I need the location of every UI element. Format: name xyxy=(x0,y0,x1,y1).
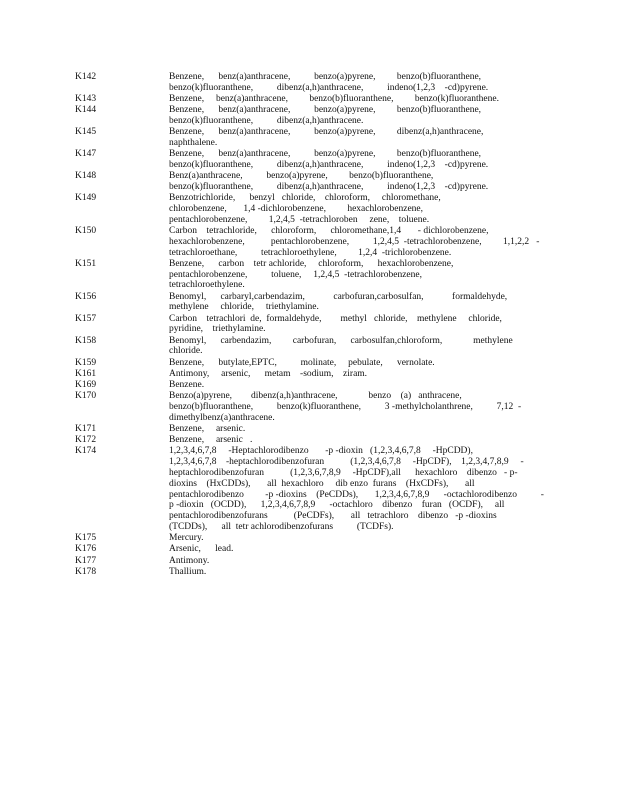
constituent-line: 1,2,3,4,6,7,8 -heptachlorodibenzofuran (1,2,3,4,6,7,8 -HpCDF), 1,2,3,4,7,8,9 - xyxy=(169,457,524,468)
hazardous-constituents xyxy=(169,533,541,544)
waste-code-entry xyxy=(0,391,618,423)
constituent-line: Benzene, benz(a)anthracene, benzo(a)pyrene, benzo(b)fluoranthene, xyxy=(169,149,482,160)
constituent-line: chloride. xyxy=(169,346,203,357)
constituent-line: naphthalene. xyxy=(169,137,218,148)
waste-code: K172 xyxy=(75,435,97,446)
hazardous-constituents xyxy=(169,358,541,369)
waste-code: K142 xyxy=(75,72,97,82)
hazardous-constituents xyxy=(169,369,541,380)
waste-code: K149 xyxy=(75,193,97,204)
waste-code: K148 xyxy=(75,171,97,182)
waste-code-entry xyxy=(0,358,618,369)
constituent-line: dioxins (HxCDDs), all hexachloro dib enzo furans (HxCDFs), all xyxy=(169,478,475,489)
waste-code-entry xyxy=(0,127,618,149)
waste-code: K174 xyxy=(75,446,97,457)
constituent-line: Antimony. xyxy=(169,555,210,566)
hazardous-constituents xyxy=(169,149,541,171)
waste-code: K175 xyxy=(75,533,97,544)
hazardous-constituents xyxy=(169,380,541,391)
constituent-line: benzo(k)fluoranthene, dibenz(a,h)anthracene. xyxy=(169,115,364,126)
constituent-line: methylene chloride, triethylamine. xyxy=(169,302,319,313)
constituent-line: Benzene, benz(a)anthracene, benzo(a)pyrene, dibenz(a,h)anthracene, xyxy=(169,127,484,138)
constituent-line: benzo(k)fluoranthene, dibenz(a,h)anthracene, indeno(1,2,3 -cd)pyrene. xyxy=(169,181,489,192)
constituent-line: pentachlorobenzene, 1,2,4,5 -tetrachloroben zene, toluene. xyxy=(169,214,430,225)
constituent-line: (TCDDs), all tetr achlorodibenzofurans (TCDFs). xyxy=(169,521,394,532)
waste-code-entry xyxy=(0,259,618,291)
constituent-line: benzo(k)fluoranthene, dibenz(a,h)anthracene, indeno(1,2,3 -cd)pyrene. xyxy=(169,159,489,170)
waste-code-entry xyxy=(0,171,618,193)
hazardous-constituents xyxy=(169,544,541,555)
waste-code: K145 xyxy=(75,127,97,138)
waste-code-entry xyxy=(0,544,618,555)
constituent-line: Arsenic, lead. xyxy=(169,544,234,555)
hazardous-constituents xyxy=(169,226,541,258)
constituent-line: 1,2,3,4,6,7,8 -Heptachlorodibenzo -p -dioxin (1,2,3,4,6,7,8 -HpCDD), xyxy=(169,446,473,457)
constituent-line: pyridine, triethylamine. xyxy=(169,324,266,335)
hazardous-constituents xyxy=(169,435,541,446)
waste-code: K151 xyxy=(75,258,97,269)
waste-code-entry xyxy=(0,446,618,532)
hazardous-constituents xyxy=(169,567,541,578)
hazardous-constituents xyxy=(169,94,541,105)
hazardous-constituents xyxy=(169,171,541,193)
waste-code-entry xyxy=(0,556,618,567)
hazardous-constituents xyxy=(169,424,541,435)
constituent-line: dimethylbenz(a)anthracene. xyxy=(169,412,275,423)
constituent-line: Benzene. xyxy=(169,380,205,390)
waste-code-entry xyxy=(0,105,618,127)
constituent-line: hexachlorobenzene, pentachlorobenzene, 1,2,4,5 -tetrachlorobenzene, 1,1,2,2 - xyxy=(169,236,540,247)
hazardous-constituents xyxy=(169,336,541,358)
constituent-line: Benzotrichloride, benzyl chloride, chloroform, chloromethane, xyxy=(169,193,441,204)
waste-code-entry xyxy=(0,94,618,105)
constituent-line: Benzene, benz(a)anthracene, benzo(a)pyrene, benzo(b)fluoranthene, xyxy=(169,72,482,82)
waste-code-entry xyxy=(0,435,618,446)
waste-code: K171 xyxy=(75,424,97,434)
constituent-line: p -dioxin (OCDD), 1,2,3,4,6,7,8,9 -octachloro dibenzo furan (OCDF), all xyxy=(169,500,505,511)
constituent-line: Thallium. xyxy=(169,566,207,577)
waste-code: K158 xyxy=(75,335,97,346)
waste-code: K169 xyxy=(75,380,97,390)
waste-code: K161 xyxy=(75,368,97,379)
waste-code: K170 xyxy=(75,391,97,402)
constituent-line: chlorobenzene, 1,4 -dichlorobenzene, hexachlorobenzene, xyxy=(169,203,424,214)
constituent-line: Benzo(a)pyrene, dibenz(a,h)anthracene, benzo (a) anthracene, xyxy=(169,391,462,402)
constituent-line: Mercury. xyxy=(169,533,204,544)
constituent-line: pentachlorodibenzofurans (PeCDFs), all tetrachloro dibenzo -p -dioxins xyxy=(169,511,497,522)
waste-code-entry xyxy=(0,380,618,391)
constituent-line: pentachlorobenzene, toluene, 1,2,4,5 -tetrachlorobenzene, xyxy=(169,269,422,280)
waste-code: K157 xyxy=(75,313,97,324)
waste-code: K159 xyxy=(75,357,97,368)
waste-code-entry xyxy=(0,226,618,258)
waste-code: K147 xyxy=(75,149,97,160)
constituent-line: pentachlorodibenzo -p -dioxins (PeCDDs), 1,2,3,4,6,7,8,9 -octachlorodibenzo - xyxy=(169,489,544,500)
hazardous-constituents xyxy=(169,446,544,532)
waste-code-entry xyxy=(0,369,618,380)
constituent-line: tetrachloroethylene. xyxy=(169,280,245,291)
waste-code: K176 xyxy=(75,544,97,555)
constituent-line: Benzene, benz(a)anthracene, benzo(b)fluoranthene, benzo(k)fluoranthene. xyxy=(169,94,499,104)
constituent-line: Antimony, arsenic, metam -sodium, ziram. xyxy=(169,368,368,379)
hazardous-constituents xyxy=(169,556,541,567)
constituent-line: Benzene, carbon tetr achloride, chloroform, hexachlorobenzene, xyxy=(169,258,454,269)
constituent-line: Carbon tetrachlori de, formaldehyde, methyl chloride, methylene chloride, xyxy=(169,313,502,324)
constituent-line: Benz(a)anthracene, benzo(a)pyrene, benzo(b)fluoranthene, xyxy=(169,171,434,182)
hazardous-constituents xyxy=(169,193,541,225)
waste-code-entry xyxy=(0,424,618,435)
waste-code: K143 xyxy=(75,94,97,104)
constituent-line: Benzene, benz(a)anthracene, benzo(a)pyrene, benzo(b)fluoranthene, xyxy=(169,105,482,116)
waste-code-entry xyxy=(0,336,618,358)
constituent-line: benzo(b)fluoranthene, benzo(k)fluoranthene, 3 -methylcholanthrene, 7,12 - xyxy=(169,401,522,412)
constituent-line: tetrachloroethane, tetrachloroethylene, 1,2,4 -trichlorobenzene. xyxy=(169,247,452,258)
waste-code-entry xyxy=(0,292,618,314)
hazardous-constituents xyxy=(169,105,541,127)
constituent-line: Benzene, butylate,EPTC, molinate, pebulate, vernolate. xyxy=(169,357,435,368)
waste-code: K150 xyxy=(75,226,97,236)
hazardous-constituents xyxy=(169,72,541,94)
waste-code-entry xyxy=(0,314,618,336)
hazardous-constituents xyxy=(169,292,541,314)
waste-code: K144 xyxy=(75,105,97,116)
constituent-line: Carbon tetrachloride, chloroform, chloromethane,1,4 - dichlorobenzene, xyxy=(169,226,489,236)
hazardous-constituents xyxy=(169,127,541,149)
constituent-line: benzo(k)fluoranthene, dibenz(a,h)anthracene, indeno(1,2,3 -cd)pyrene. xyxy=(169,82,489,93)
waste-code: K177 xyxy=(75,555,97,566)
waste-code-entry xyxy=(0,149,618,171)
hazardous-constituents xyxy=(169,259,541,291)
waste-code-entry xyxy=(0,533,618,544)
waste-code-entry xyxy=(0,567,618,578)
constituent-line: Benomyl, carbendazim, carbofuran, carbosulfan,chloroform, methylene xyxy=(169,335,513,346)
hazardous-constituents xyxy=(169,314,541,336)
waste-code-entry xyxy=(0,193,618,225)
constituent-line: Benomyl, carbaryl,carbendazim, carbofuran,carbosulfan, formaldehyde, xyxy=(169,291,508,302)
constituent-line: heptachlorodibenzofuran (1,2,3,6,7,8,9 -HpCDF),all hexachloro dibenzo - p- xyxy=(169,467,518,478)
constituent-line: Benzene, arsenic . xyxy=(169,435,253,446)
waste-code-entry xyxy=(0,72,618,94)
waste-code: K156 xyxy=(75,291,97,302)
waste-code: K178 xyxy=(75,566,97,577)
hazardous-constituents xyxy=(169,391,541,423)
constituent-line: Benzene, arsenic. xyxy=(169,424,246,434)
